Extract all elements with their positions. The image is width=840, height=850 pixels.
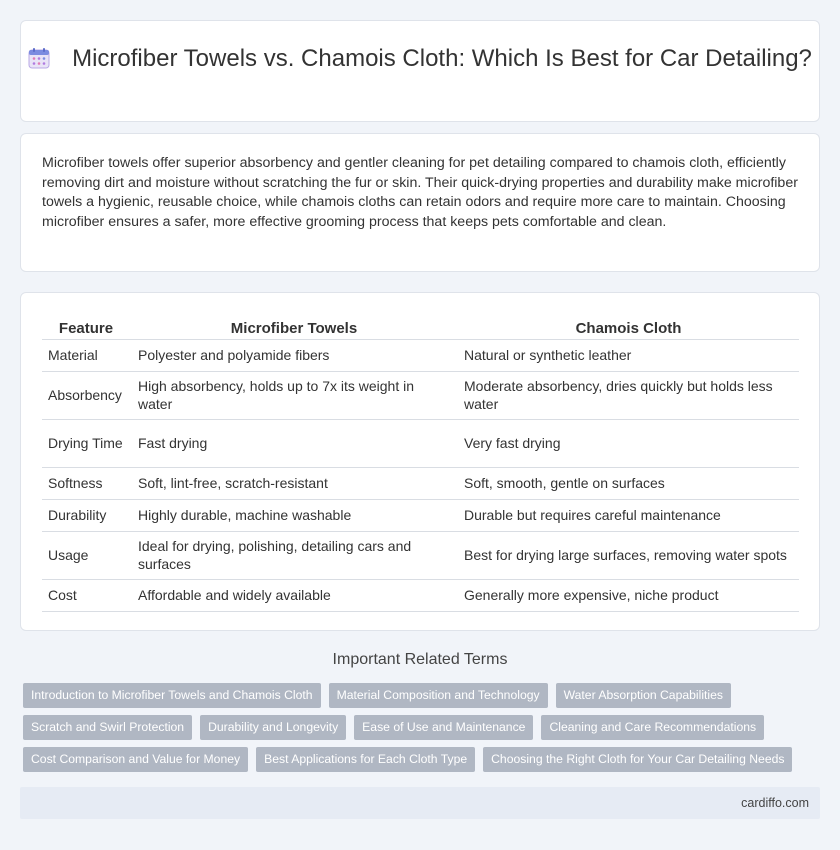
page-title-wrap: [21, 44, 819, 73]
microfiber-cell: Highly durable, machine washable: [130, 499, 456, 531]
related-terms-heading: Important Related Terms: [332, 651, 508, 668]
page-title: Microfiber Towels vs. Chamois Cloth: Which Is Best for Car Detailing?: [72, 45, 812, 72]
table-row: [42, 339, 799, 371]
header-microfiber: Microfiber Towels: [130, 313, 456, 339]
footer-site-link[interactable]: cardiffo.com: [741, 796, 809, 810]
feature-cell: Absorbency: [42, 371, 130, 419]
table-row: [42, 499, 799, 531]
chamois-cell: Moderate absorbency, dries quickly but holds less water: [456, 371, 799, 419]
header-card: [20, 20, 820, 122]
tag-row: [23, 715, 823, 747]
chamois-cell: Very fast drying: [456, 419, 799, 467]
header-chamois: Chamois Cloth: [456, 313, 799, 339]
feature-cell: Usage: [42, 531, 130, 579]
microfiber-cell: Polyester and polyamide fibers: [130, 339, 456, 371]
chamois-cell: Generally more expensive, niche product: [456, 579, 799, 611]
tag-intro[interactable]: Introduction to Microfiber Towels and Chamois Cloth: [23, 683, 321, 708]
feature-cell: Material: [42, 339, 130, 371]
tag-ease-of-use[interactable]: Ease of Use and Maintenance: [354, 715, 533, 740]
chamois-cell: Natural or synthetic leather: [456, 339, 799, 371]
chamois-cell: Soft, smooth, gentle on surfaces: [456, 467, 799, 499]
related-terms-tags: [23, 683, 823, 779]
table-row: [42, 371, 799, 419]
tag-water-absorption[interactable]: Water Absorption Capabilities: [556, 683, 731, 708]
microfiber-cell: Ideal for drying, polishing, detailing cars and surfaces: [130, 531, 456, 579]
intro-card: [20, 133, 820, 272]
tag-durability[interactable]: Durability and Longevity: [200, 715, 346, 740]
tag-cost-comparison[interactable]: Cost Comparison and Value for Money: [23, 747, 248, 772]
feature-cell: Drying Time: [42, 419, 130, 467]
feature-cell: Softness: [42, 467, 130, 499]
microfiber-cell: Soft, lint-free, scratch-resistant: [130, 467, 456, 499]
table-row: [42, 531, 799, 579]
feature-cell: Durability: [42, 499, 130, 531]
footer: [20, 787, 820, 819]
intro-paragraph: Microfiber towels offer superior absorbency and gentler cleaning for pet detailing compared to chamois cloth, efficiently removing dirt and moisture without scratching the fur or skin. Their quick-drying properties and durability make microfiber towels a hygienic, reusable choice, while chamois cloths can retain odors and require more care to maintain. Choosing microfiber ensures a safer, more effective grooming process that keeps pets comfortable and clean.: [42, 155, 798, 230]
table-row: [42, 467, 799, 499]
tag-choosing-cloth[interactable]: Choosing the Right Cloth for Your Car Detailing Needs: [483, 747, 792, 772]
microfiber-cell: Affordable and widely available: [130, 579, 456, 611]
table-row: [42, 579, 799, 611]
microfiber-cell: Fast drying: [130, 419, 456, 467]
tag-cleaning-care[interactable]: Cleaning and Care Recommendations: [541, 715, 764, 740]
chamois-cell: Best for drying large surfaces, removing water spots: [456, 531, 799, 579]
table-header-row: [42, 313, 799, 339]
comparison-table: [42, 313, 799, 612]
tag-row: [23, 747, 823, 779]
feature-cell: Cost: [42, 579, 130, 611]
tag-row: [23, 683, 823, 715]
comparison-table-card: [20, 292, 820, 631]
tag-best-applications[interactable]: Best Applications for Each Cloth Type: [256, 747, 475, 772]
tag-scratch-protection[interactable]: Scratch and Swirl Protection: [23, 715, 192, 740]
microfiber-cell: High absorbency, holds up to 7x its weight in water: [130, 371, 456, 419]
header-feature: Feature: [42, 313, 130, 339]
tag-material[interactable]: Material Composition and Technology: [329, 683, 548, 708]
chamois-cell: Durable but requires careful maintenance: [456, 499, 799, 531]
calendar-icon: [28, 47, 50, 69]
table-row: [42, 419, 799, 467]
